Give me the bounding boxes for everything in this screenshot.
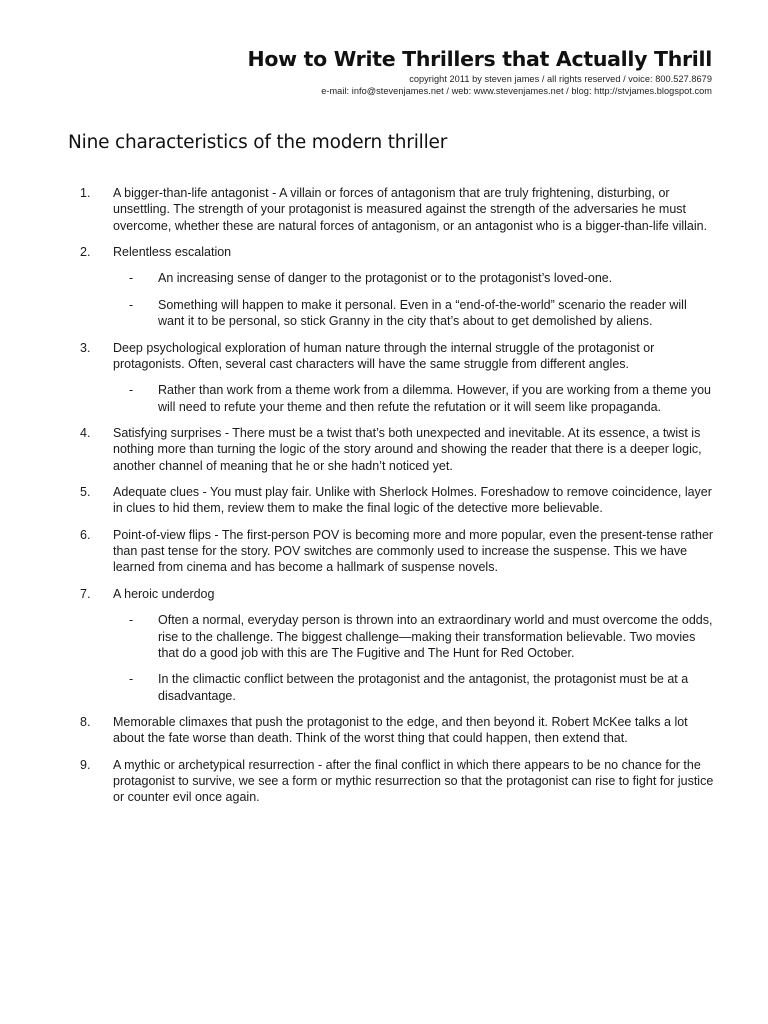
- list-item-text: Deep psychological exploration of human nature through the internal struggle of the protagonist or protagonists. Often, several cast characters will have the same struggle from different angles.: [113, 340, 655, 371]
- list-item-number: 1.: [80, 186, 91, 200]
- bullet-dash: -: [129, 297, 134, 312]
- sub-list: [113, 612, 716, 704]
- copyright-line: copyright 2011 by steven james / all rights reserved / voice: 800.527.8679: [409, 74, 712, 84]
- list-item-text: Adequate clues - You must play fair. Unlike with Sherlock Holmes. Foreshadow to remove coincidence, layer in clues to hid them, review them to make the final logic of the detective more believable.: [113, 485, 712, 516]
- list-item: [80, 586, 716, 704]
- sub-list-item: [113, 297, 716, 330]
- list-item: [80, 425, 716, 474]
- list-item-number: 3.: [80, 340, 91, 355]
- list-item-text: Memorable climaxes that push the protagonist to the edge, and then beyond it. Robert McKee talks a lot about the fate worse than death. Think of the worst thing that could happen, then extend that.: [113, 715, 688, 746]
- sub-list-item-text: Often a normal, everyday person is thrown into an extraordinary world and must overcome the odds, rise to the challenge. The biggest challenge—making their transformation believable. Two movies that do a good job with this are The Fugitive and The Hunt for Red October.: [158, 613, 713, 660]
- sub-list: [113, 382, 716, 415]
- sub-list-item-text: In the climactic conflict between the protagonist and the antagonist, the protagonist must be at a disadvantage.: [158, 672, 689, 703]
- document-title: How to Write Thrillers that Actually Thrill: [247, 47, 712, 71]
- sub-list-item: [113, 382, 716, 415]
- list-item-text: Point-of-view flips - The first-person POV is becoming more and more popular, even the present-tense rather than past tense for the story. POV switches are commonly used to increase the suspense. This we have learned from cinema and has become a hallmark of suspense novels.: [113, 527, 714, 575]
- list-item-number: 6.: [80, 527, 91, 542]
- bullet-dash: -: [129, 672, 134, 687]
- bullet-dash: -: [129, 613, 134, 628]
- bullet-dash: -: [129, 383, 134, 398]
- list-item-text: A mythic or archetypical resurrection - after the final conflict in which there appears to be no chance for the protagonist to survive, we see a form or mythic resurrection so that the protagonist can rise to fight for justice or counter evil once again.: [113, 757, 714, 805]
- sub-list: [113, 270, 716, 329]
- section-heading: Nine characteristics of the modern thriller: [68, 132, 448, 153]
- list-item-number: 9.: [80, 757, 91, 772]
- list-item-text: A heroic underdog: [113, 586, 215, 601]
- list-item-text: A bigger-than-life antagonist - A villain or forces of antagonism that are truly frightening, disturbing, or unsettling. The strength of your protagonist is measured against the strength of the adversaries he must overcome, whether these are natural forces of antagonism, or an antagonist who is a bigger-than-life villain.: [113, 186, 708, 233]
- contact-line: e-mail: info@stevenjames.net / web: www.stevenjames.net / blog: http://stvjames.blogspot.com: [321, 85, 712, 96]
- sub-list-item: [113, 270, 716, 286]
- list-item: [80, 340, 716, 415]
- characteristics-list: [80, 185, 716, 816]
- sub-list-item: [113, 612, 716, 661]
- list-item: [80, 757, 716, 806]
- sub-list-item-text: An increasing sense of danger to the protagonist or to the protagonist’s loved-one.: [158, 271, 613, 286]
- list-item-text: Relentless escalation: [113, 245, 232, 260]
- bullet-dash: -: [129, 271, 134, 286]
- list-item-number: 4.: [80, 426, 91, 441]
- list-item: [80, 484, 716, 517]
- list-item: [80, 714, 716, 747]
- list-item: [80, 527, 716, 576]
- list-item: [80, 244, 716, 329]
- list-item-text: Satisfying surprises - There must be a twist that’s both unexpected and inevitable. At its essence, a twist is nothing more than turning the logic of the story around and showing the reader that there is a deeper logic, another channel of meaning that he or she hadn’t noticed yet.: [113, 426, 702, 473]
- list-item-number: 2.: [80, 245, 91, 260]
- list-item-number: 8.: [80, 715, 91, 730]
- list-item: [80, 185, 716, 234]
- sub-list-item-text: Rather than work from a theme work from a dilemma. However, if you are working from a theme you will need to refute your theme and then refute the refutation or it will seem like propaganda.: [158, 383, 711, 414]
- document-header: [247, 44, 712, 97]
- list-item-number: 7.: [80, 586, 91, 601]
- sub-list-item-text: Something will happen to make it personal. Even in a “end-of-the-world” scenario the reader will want it to be personal, so stick Granny in the city that’s about to get demolished by aliens.: [158, 297, 687, 329]
- sub-list-item: [113, 671, 716, 704]
- list-item-number: 5.: [80, 485, 91, 500]
